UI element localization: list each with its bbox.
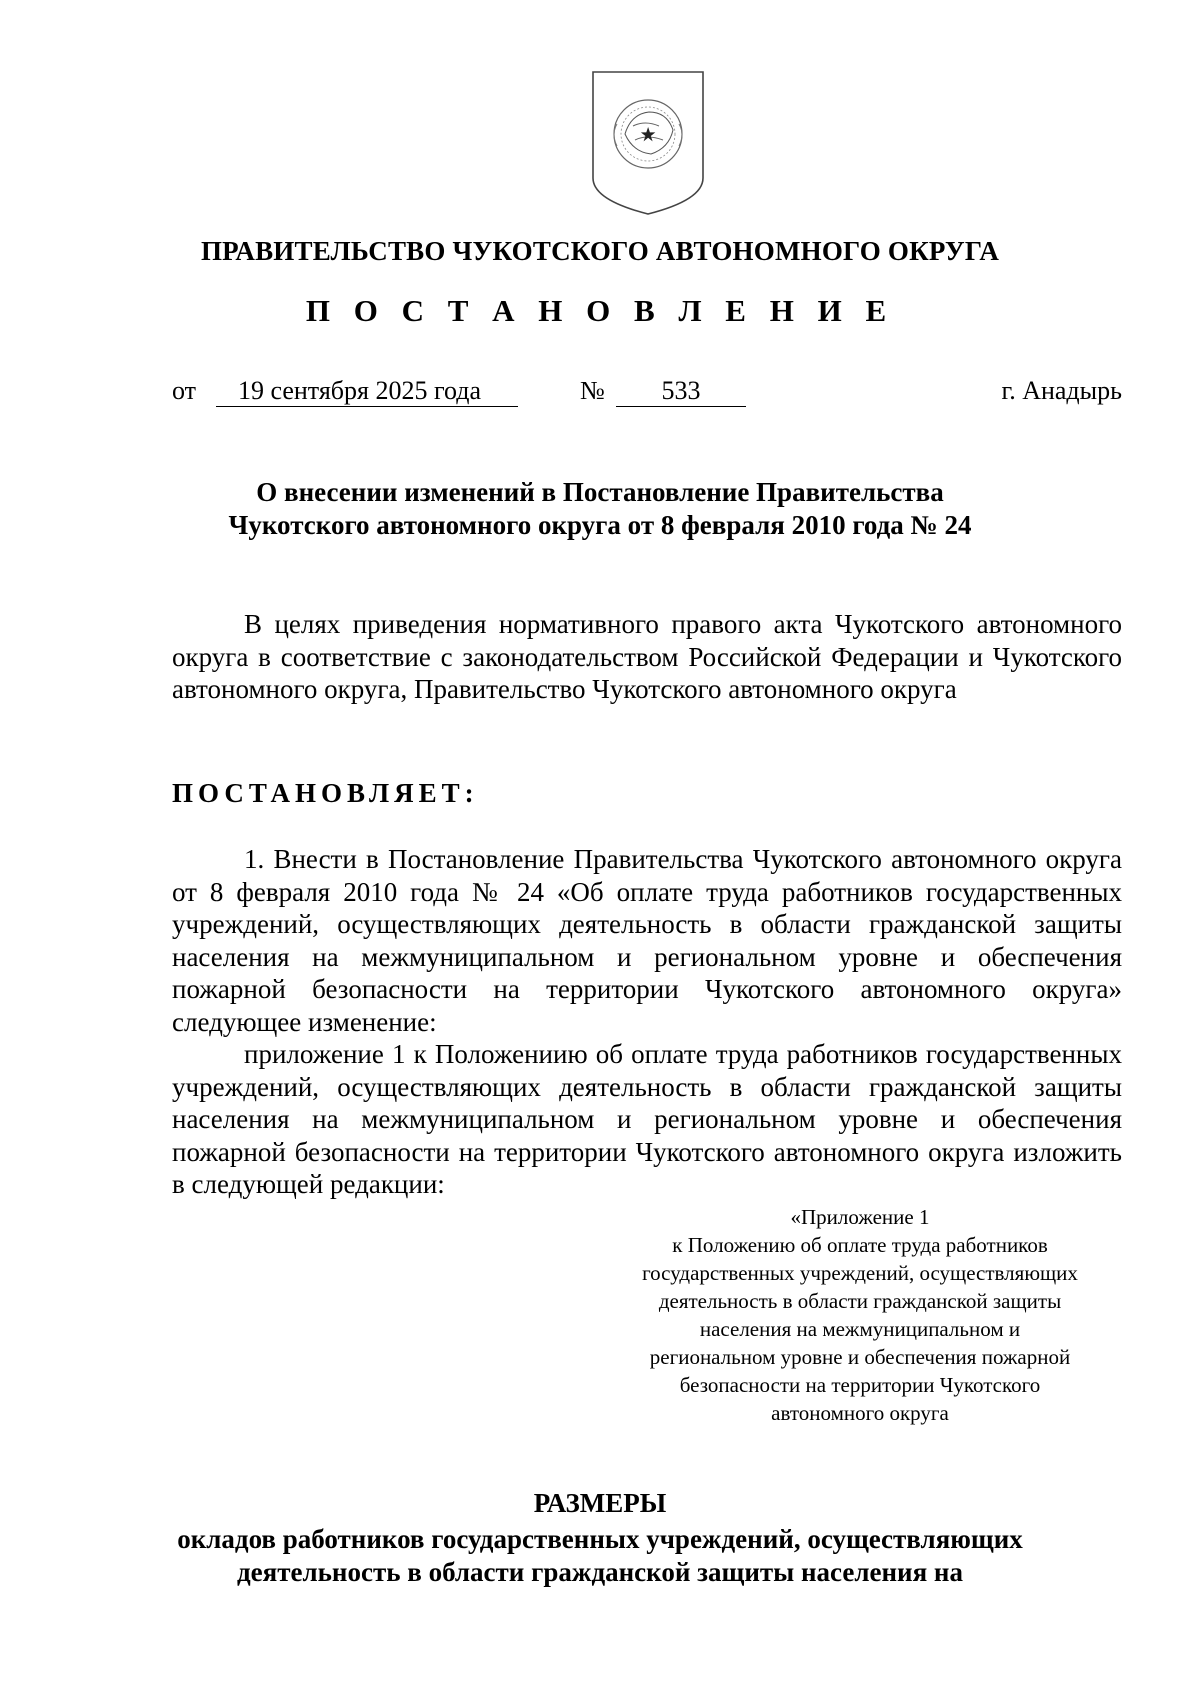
- sizes-subtitle-line-2: деятельность в области гражданской защиты населения на: [237, 1557, 963, 1587]
- sizes-subtitle: [0, 1523, 1200, 1589]
- number-label: №: [580, 376, 605, 405]
- annex-ref-line-2: к Положению об оплате труда работников: [672, 1233, 1048, 1257]
- intro-section: [172, 608, 1122, 706]
- annex-ref-line-7: безопасности на территории Чукотского: [679, 1373, 1041, 1397]
- annex-ref-line-4: деятельность в области гражданской защиты: [658, 1289, 1062, 1313]
- annex-ref-line-6: региональном уровне и обеспечения пожарной: [649, 1345, 1071, 1369]
- document-type: П О С Т А Н О В Л Е Н И Е: [305, 293, 895, 328]
- annex-reference: [590, 1203, 1130, 1427]
- sizes-subtitle-line-1: окладов работников государственных учреждений, осуществляющих: [177, 1524, 1023, 1554]
- document-city: г. Анадырь: [1001, 376, 1122, 405]
- item-1-sub-paragraph: приложение 1 к Положениию об оплате труда работников государственных учреждений, осуществляющих деятельность в области гражданской защиты населения на межмуниципальном и региональном уровне и обеспечения пожарной безопасности на территории Чукотского автономного округа изложить в следующей редакции:: [172, 1039, 1122, 1199]
- annex-ref-line-3: государственных учреждений, осуществляющих: [642, 1261, 1078, 1285]
- annex-ref-line-1: «Приложение 1: [790, 1205, 930, 1229]
- intro-paragraph: В целях приведения нормативного правого акта Чукотского автономного округа в соответствие с законодательством Российской Федерации и Чукотского автономного округа, Правительство Чукотского автономного округа: [172, 609, 1122, 704]
- document-date: 19 сентября 2025 года: [216, 376, 518, 407]
- coat-of-arms-icon: [589, 68, 707, 218]
- coat-of-arms-emblem: [589, 68, 707, 218]
- document-subject: [0, 476, 1200, 542]
- resolves-heading: ПОСТАНОВЛЯЕТ:: [172, 778, 479, 808]
- document-number: 533: [616, 376, 746, 407]
- items-section: [172, 843, 1122, 1201]
- subject-line-1: О внесении изменений в Постановление Правительства: [256, 477, 944, 507]
- sizes-title: РАЗМЕРЫ: [533, 1488, 667, 1518]
- item-1-paragraph: 1. Внести в Постановление Правительства Чукотского автономного округа от 8 февраля 2010 года № 24 «Об оплате труда работников государственных учреждений, осуществляющих деятельность в области гражданской защиты населения на межмуниципальном и региональном уровне и обеспечения пожарной безопасности на территории Чукотского автономного округа» следующее изменение:: [172, 844, 1122, 1037]
- document-meta: [172, 376, 1122, 416]
- annex-ref-line-5: населения на межмуниципальном и: [699, 1317, 1021, 1341]
- date-from-label: от: [172, 376, 197, 405]
- government-title: ПРАВИТЕЛЬСТВО ЧУКОТСКОГО АВТОНОМНОГО ОКРУГА: [200, 236, 1000, 266]
- subject-line-2: Чукотского автономного округа от 8 февраля 2010 года № 24: [228, 510, 972, 540]
- annex-ref-line-8: автономного округа: [771, 1401, 949, 1425]
